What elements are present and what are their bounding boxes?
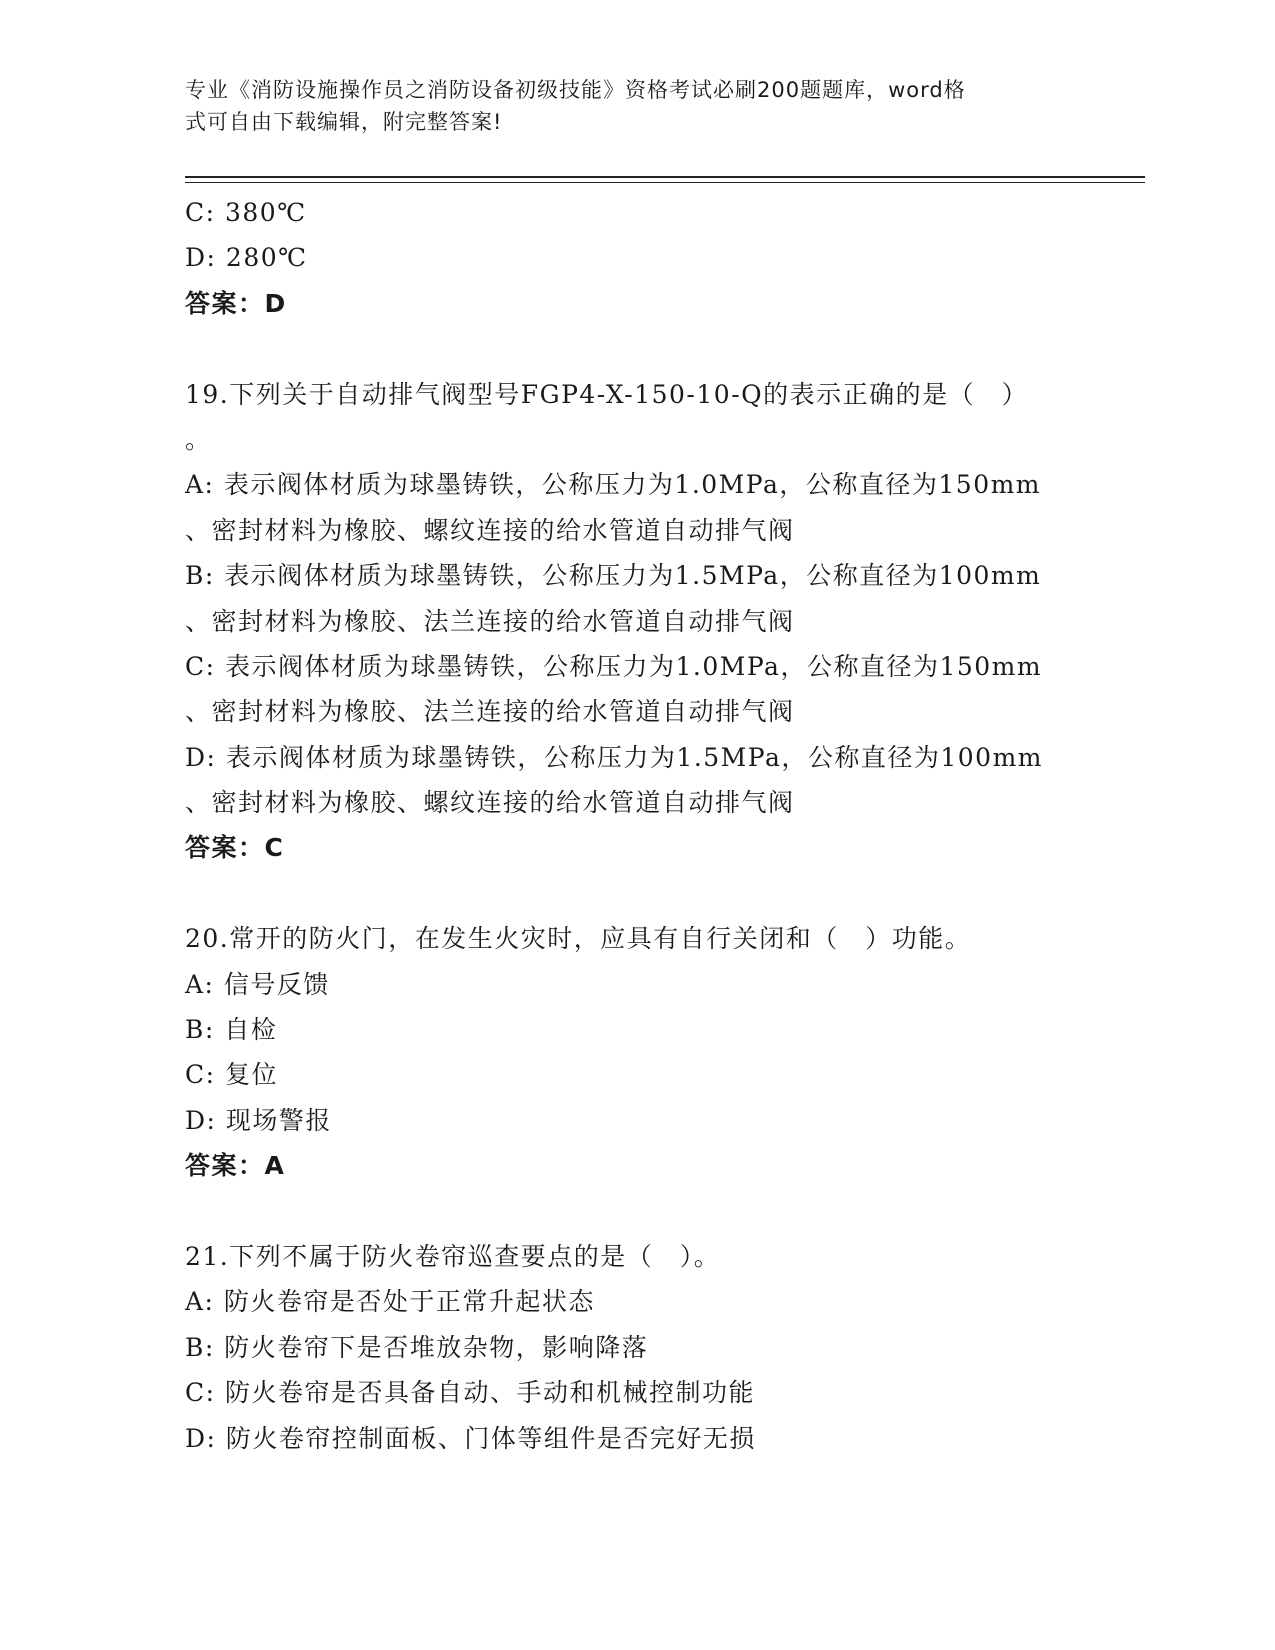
question-stem: 19.下列关于自动排气阀型号FGP4-X-150-10-Q的表示正确的是（ ） [185,379,1029,409]
header-line-2: 式可自由下载编辑，附完整答案! [185,110,503,134]
option-d: D: 表示阀体材质为球墨铸铁，公称压力为1.5MPa，公称直径为100mm [185,742,1044,772]
option-c-cont: 、密封材料为橡胶、法兰连接的给水管道自动排气阀 [185,697,795,727]
answer-line: 答案：A [185,1151,286,1181]
option-a-cont: 、密封材料为橡胶、螺纹连接的给水管道自动排气阀 [185,515,795,545]
option-d: D: 现场警报 [185,1105,332,1135]
option-d: D: 280℃ [185,243,308,273]
option-b: B: 表示阀体材质为球墨铸铁，公称压力为1.5MPa，公称直径为100mm [185,561,1042,591]
option-a: A: 防火卷帘是否处于正常升起状态 [185,1287,595,1317]
question-21 [185,1234,1085,1461]
question-19 [185,372,1085,871]
page-header [185,74,1065,138]
header-rule-thin [185,182,1145,183]
option-b: B: 防火卷帘下是否堆放杂物，影响降落 [185,1332,649,1362]
question-stem: 21.下列不属于防火卷帘巡查要点的是（ ）。 [185,1241,721,1271]
option-a: A: 表示阀体材质为球墨铸铁，公称压力为1.0MPa，公称直径为150mm [185,470,1042,500]
question-stem-cont: 。 [185,424,212,454]
question-18-tail [185,190,1085,326]
option-b: B: 自检 [185,1015,278,1045]
question-stem: 20.常开的防火门，在发生火灾时，应具有自行关闭和（ ）功能。 [185,924,972,954]
option-a: A: 信号反馈 [185,969,330,999]
option-d: D: 防火卷帘控制面板、门体等组件是否完好无损 [185,1423,756,1453]
option-c: C: 表示阀体材质为球墨铸铁，公称压力为1.0MPa，公称直径为150mm [185,651,1043,681]
spacer [185,326,1085,371]
option-c: C: 复位 [185,1060,278,1090]
option-b-cont: 、密封材料为橡胶、法兰连接的给水管道自动排气阀 [185,606,795,636]
option-d-cont: 、密封材料为橡胶、螺纹连接的给水管道自动排气阀 [185,788,795,818]
header-line-1: 专业《消防设施操作员之消防设备初级技能》资格考试必刷200题题库，word格 [185,78,966,102]
option-c: C: 380℃ [185,198,307,227]
header-rule-thick [185,176,1145,178]
spacer [185,871,1085,916]
spacer [185,1189,1085,1234]
answer-line: 答案：D [185,288,287,318]
question-20 [185,916,1085,1188]
answer-line: 答案：C [185,833,285,863]
question-content [185,190,1085,1461]
option-c: C: 防火卷帘是否具备自动、手动和机械控制功能 [185,1378,755,1408]
